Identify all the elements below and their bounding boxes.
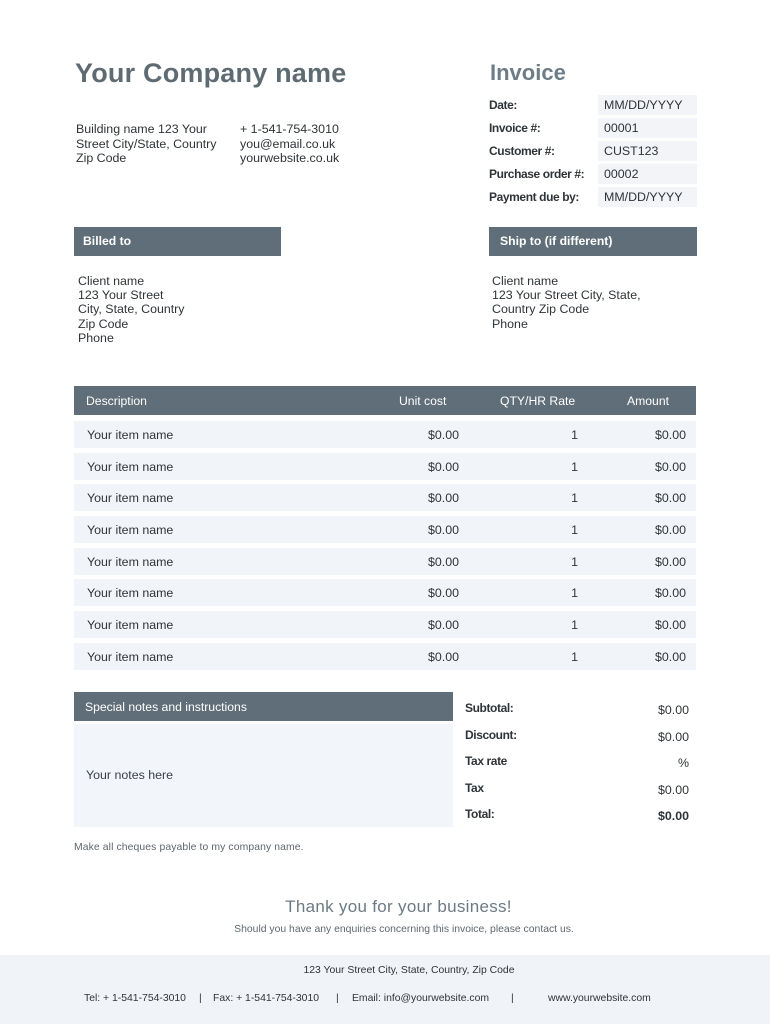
- items-table-header: [74, 386, 696, 415]
- item-amount: $0.00: [654, 523, 686, 538]
- table-row[interactable]: [74, 611, 696, 638]
- item-unit-cost: $0.00: [427, 459, 459, 474]
- table-row[interactable]: [74, 516, 696, 543]
- total-label: Total:: [465, 807, 495, 821]
- invoice-meta: [489, 95, 697, 210]
- item-qty: 1: [571, 523, 578, 538]
- item-amount: $0.00: [654, 649, 686, 664]
- item-amount: $0.00: [654, 491, 686, 506]
- tax-row: [465, 779, 689, 806]
- footer-tel: Tel: + 1-541-754-3010: [84, 993, 186, 1004]
- footer-separator: |: [199, 993, 202, 1004]
- item-description: Your item name: [87, 523, 174, 538]
- tax-rate-label: Tax rate: [465, 754, 507, 768]
- meta-row-payment-due: [489, 187, 697, 210]
- invoice-title: Invoice: [490, 60, 566, 85]
- item-qty: 1: [571, 459, 578, 474]
- footer-email: Email: info@yourwebsite.com: [352, 993, 490, 1004]
- notes-placeholder: Your notes here: [86, 768, 174, 782]
- column-header-amount: Amount: [627, 394, 670, 408]
- tax-rate-value[interactable]: %: [677, 756, 689, 770]
- item-description: Your item name: [87, 491, 174, 506]
- table-row[interactable]: [74, 484, 696, 511]
- item-amount: $0.00: [654, 618, 686, 633]
- footer-separator: |: [511, 993, 514, 1004]
- table-row[interactable]: [74, 548, 696, 575]
- meta-row-date: [489, 95, 697, 118]
- table-row[interactable]: [74, 579, 696, 606]
- totals-panel: [465, 699, 689, 832]
- billed-to-line: Phone: [78, 330, 114, 345]
- meta-label: Payment due by:: [489, 190, 580, 204]
- tax-label: Tax: [465, 780, 484, 795]
- ship-to-header: Ship to (if different): [489, 227, 697, 256]
- address-line: Street City/State, Country: [76, 136, 217, 151]
- item-qty: 1: [571, 586, 578, 601]
- item-unit-cost: $0.00: [427, 491, 459, 506]
- notes-header: Special notes and instructions: [74, 692, 453, 721]
- column-header-description: Description: [86, 394, 147, 408]
- meta-label: Customer #:: [489, 144, 555, 158]
- footer-website[interactable]: www.yourwebsite.com: [548, 993, 651, 1004]
- footer-separator: |: [336, 993, 339, 1004]
- item-unit-cost: $0.00: [427, 618, 459, 633]
- item-qty: 1: [571, 554, 578, 569]
- subtotal-label: Subtotal:: [465, 701, 514, 715]
- ship-to-line: Phone: [492, 316, 528, 331]
- ship-to-address[interactable]: [492, 274, 641, 331]
- item-description: Your item name: [87, 586, 174, 601]
- meta-label: Invoice #:: [489, 121, 541, 135]
- item-description: Your item name: [87, 554, 174, 569]
- address-line: Zip Code: [76, 151, 127, 166]
- ship-to-line: Client name: [492, 274, 559, 288]
- discount-label: Discount:: [465, 727, 517, 742]
- total-row: [465, 805, 689, 832]
- billed-to-line: 123 Your Street: [78, 288, 164, 303]
- tax-rate-row: [465, 752, 689, 779]
- meta-row-customer-number: [489, 141, 697, 164]
- item-description: Your item name: [87, 618, 174, 633]
- item-description: Your item name: [87, 649, 174, 664]
- company-phone: + 1-541-754-3010: [240, 122, 339, 136]
- billed-to-line: Zip Code: [78, 316, 129, 331]
- payment-due-field[interactable]: MM/DD/YYYY: [598, 187, 697, 207]
- customer-number-field[interactable]: CUST123: [598, 141, 697, 161]
- item-amount: $0.00: [654, 586, 686, 601]
- column-header-unit-cost: Unit cost: [399, 394, 447, 408]
- item-qty: 1: [571, 491, 578, 506]
- ship-to-line: Country Zip Code: [492, 302, 590, 317]
- billed-to-line: Client name: [78, 274, 145, 288]
- meta-row-purchase-order: [489, 164, 697, 187]
- discount-value[interactable]: $0.00: [657, 729, 689, 744]
- total-value[interactable]: $0.00: [657, 809, 689, 823]
- item-unit-cost: $0.00: [427, 554, 459, 569]
- item-description: Your item name: [87, 459, 174, 474]
- item-amount: $0.00: [654, 428, 686, 442]
- meta-row-invoice-number: [489, 118, 697, 141]
- table-row[interactable]: [74, 643, 696, 670]
- tax-value[interactable]: $0.00: [657, 782, 689, 797]
- thank-you-message: Thank you for your business!: [285, 897, 512, 916]
- item-qty: 1: [571, 649, 578, 664]
- billed-to-address[interactable]: [78, 274, 185, 345]
- subtotal-row: [465, 699, 689, 726]
- item-qty: 1: [571, 618, 578, 633]
- company-address: [76, 122, 236, 166]
- meta-label: Purchase order #:: [489, 167, 585, 181]
- footer: [0, 955, 770, 1024]
- column-header-qty: QTY/HR Rate: [500, 394, 576, 408]
- notes-field[interactable]: [74, 724, 453, 827]
- billed-to-line: City, State, Country: [78, 302, 185, 317]
- cheques-note: Make all cheques payable to my company name.: [74, 842, 304, 853]
- table-row[interactable]: [74, 453, 696, 480]
- discount-row: [465, 726, 689, 753]
- company-website: yourwebsite.co.uk: [240, 151, 340, 166]
- table-row[interactable]: [74, 421, 696, 448]
- footer-address: 123 Your Street City, State, Country, Zip Code: [303, 965, 515, 976]
- company-contact: [240, 122, 339, 166]
- purchase-order-field[interactable]: 00002: [598, 164, 697, 184]
- item-unit-cost: $0.00: [427, 649, 459, 664]
- billed-to-header: Billed to: [74, 227, 281, 256]
- item-qty: 1: [571, 428, 578, 442]
- subtotal-value[interactable]: $0.00: [657, 703, 689, 717]
- ship-to-line: 123 Your Street City, State,: [492, 288, 641, 303]
- date-field[interactable]: MM/DD/YYYY: [598, 95, 697, 115]
- footer-fax: Fax: + 1-541-754-3010: [213, 993, 319, 1004]
- item-unit-cost: $0.00: [427, 428, 459, 442]
- company-email: you@email.co.uk: [240, 136, 336, 151]
- invoice-number-field[interactable]: 00001: [598, 118, 697, 138]
- enquiries-note: Should you have any enquiries concerning this invoice, please contact us.: [234, 924, 574, 935]
- meta-label: Date:: [489, 98, 518, 112]
- item-amount: $0.00: [654, 459, 686, 474]
- item-unit-cost: $0.00: [427, 586, 459, 601]
- company-name: Your Company name: [75, 58, 347, 88]
- items-table-body: [74, 421, 696, 675]
- item-amount: $0.00: [654, 554, 686, 569]
- address-line: Building name 123 Your: [76, 122, 207, 136]
- item-unit-cost: $0.00: [427, 523, 459, 538]
- item-description: Your item name: [87, 428, 174, 442]
